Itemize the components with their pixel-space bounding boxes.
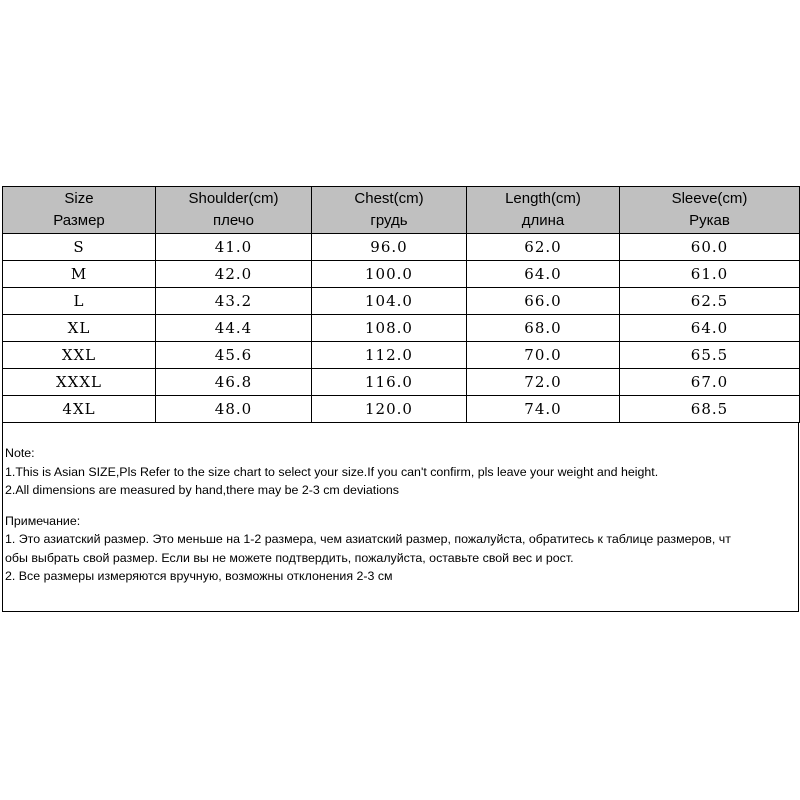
header-size-en: Size <box>64 190 94 207</box>
cell-sleeve: 60.0 <box>620 234 800 261</box>
note-title-en: Note: <box>5 446 35 460</box>
header-shoulder-en: Shoulder(cm) <box>188 190 279 207</box>
cell-shoulder: 43.2 <box>156 288 312 315</box>
note-title-ru: Примечание: <box>5 513 81 528</box>
cell-shoulder: 45.6 <box>156 342 312 369</box>
cell-length: 62.0 <box>467 234 620 261</box>
header-sleeve <box>620 187 800 234</box>
cell-shoulder: 48.0 <box>156 396 312 423</box>
cell-sleeve: 67.0 <box>620 369 800 396</box>
cell-chest: 116.0 <box>312 369 467 396</box>
note-line-en-2: 2.All dimensions are measured by hand,there may be 2-3 cm deviations <box>5 483 399 497</box>
cell-sleeve: 65.5 <box>620 342 800 369</box>
table-row <box>3 342 800 369</box>
header-size <box>3 187 156 234</box>
cell-size: XL <box>3 315 156 342</box>
notes-box <box>2 422 799 612</box>
header-size-ru: Размер <box>53 212 105 229</box>
note-line-en-1: 1.This is Asian SIZE,Pls Refer to the size chart to select your size.If you can't confirm, pls leave your weight and height. <box>5 464 659 479</box>
cell-shoulder: 41.0 <box>156 234 312 261</box>
cell-shoulder: 42.0 <box>156 261 312 288</box>
cell-chest: 112.0 <box>312 342 467 369</box>
note-line-ru-1a: 1. Это азиатский размер. Это меньше на 1-2 размера, чем азиатский размер, пожалуйста, обратитесь к таблице размеров, чт <box>5 532 731 546</box>
cell-sleeve: 62.5 <box>620 288 800 315</box>
cell-chest: 120.0 <box>312 396 467 423</box>
header-length-en: Length(cm) <box>505 190 581 207</box>
cell-length: 74.0 <box>467 396 620 423</box>
cell-sleeve: 68.5 <box>620 396 800 423</box>
cell-chest: 100.0 <box>312 261 467 288</box>
table-row <box>3 261 800 288</box>
cell-size: 4XL <box>3 396 156 423</box>
cell-sleeve: 61.0 <box>620 261 800 288</box>
cell-size: XXXL <box>3 369 156 396</box>
header-chest <box>312 187 467 234</box>
cell-length: 64.0 <box>467 261 620 288</box>
header-chest-ru: грудь <box>370 212 408 229</box>
note-line-ru-1b: обы выбрать свой размер. Если вы не можете подтвердить, пожалуйста, оставьте свой вес и рост. <box>5 550 574 565</box>
header-length-ru: длина <box>521 212 565 229</box>
header-sleeve-en: Sleeve(cm) <box>671 190 748 207</box>
note-line-ru-2: 2. Все размеры измеряются вручную, возможны отклонения 2-3 см <box>5 569 393 583</box>
cell-size: L <box>3 288 156 315</box>
cell-length: 70.0 <box>467 342 620 369</box>
header-chest-en: Chest(cm) <box>354 190 424 207</box>
cell-size: S <box>3 234 156 261</box>
header-shoulder <box>156 187 312 234</box>
header-shoulder-ru: плечо <box>213 212 254 229</box>
cell-chest: 96.0 <box>312 234 467 261</box>
size-table <box>2 186 800 423</box>
table-row <box>3 234 800 261</box>
cell-shoulder: 44.4 <box>156 315 312 342</box>
table-row <box>3 369 800 396</box>
cell-sleeve: 64.0 <box>620 315 800 342</box>
cell-length: 66.0 <box>467 288 620 315</box>
header-sleeve-ru: Рукав <box>689 212 730 229</box>
cell-size: M <box>3 261 156 288</box>
header-length <box>467 187 620 234</box>
table-row <box>3 315 800 342</box>
table-header-row <box>3 187 800 234</box>
cell-shoulder: 46.8 <box>156 369 312 396</box>
cell-length: 68.0 <box>467 315 620 342</box>
cell-chest: 104.0 <box>312 288 467 315</box>
cell-length: 72.0 <box>467 369 620 396</box>
notes-spacer <box>5 500 798 512</box>
table-row <box>3 396 800 423</box>
cell-chest: 108.0 <box>312 315 467 342</box>
cell-size: XXL <box>3 342 156 369</box>
table-row <box>3 288 800 315</box>
